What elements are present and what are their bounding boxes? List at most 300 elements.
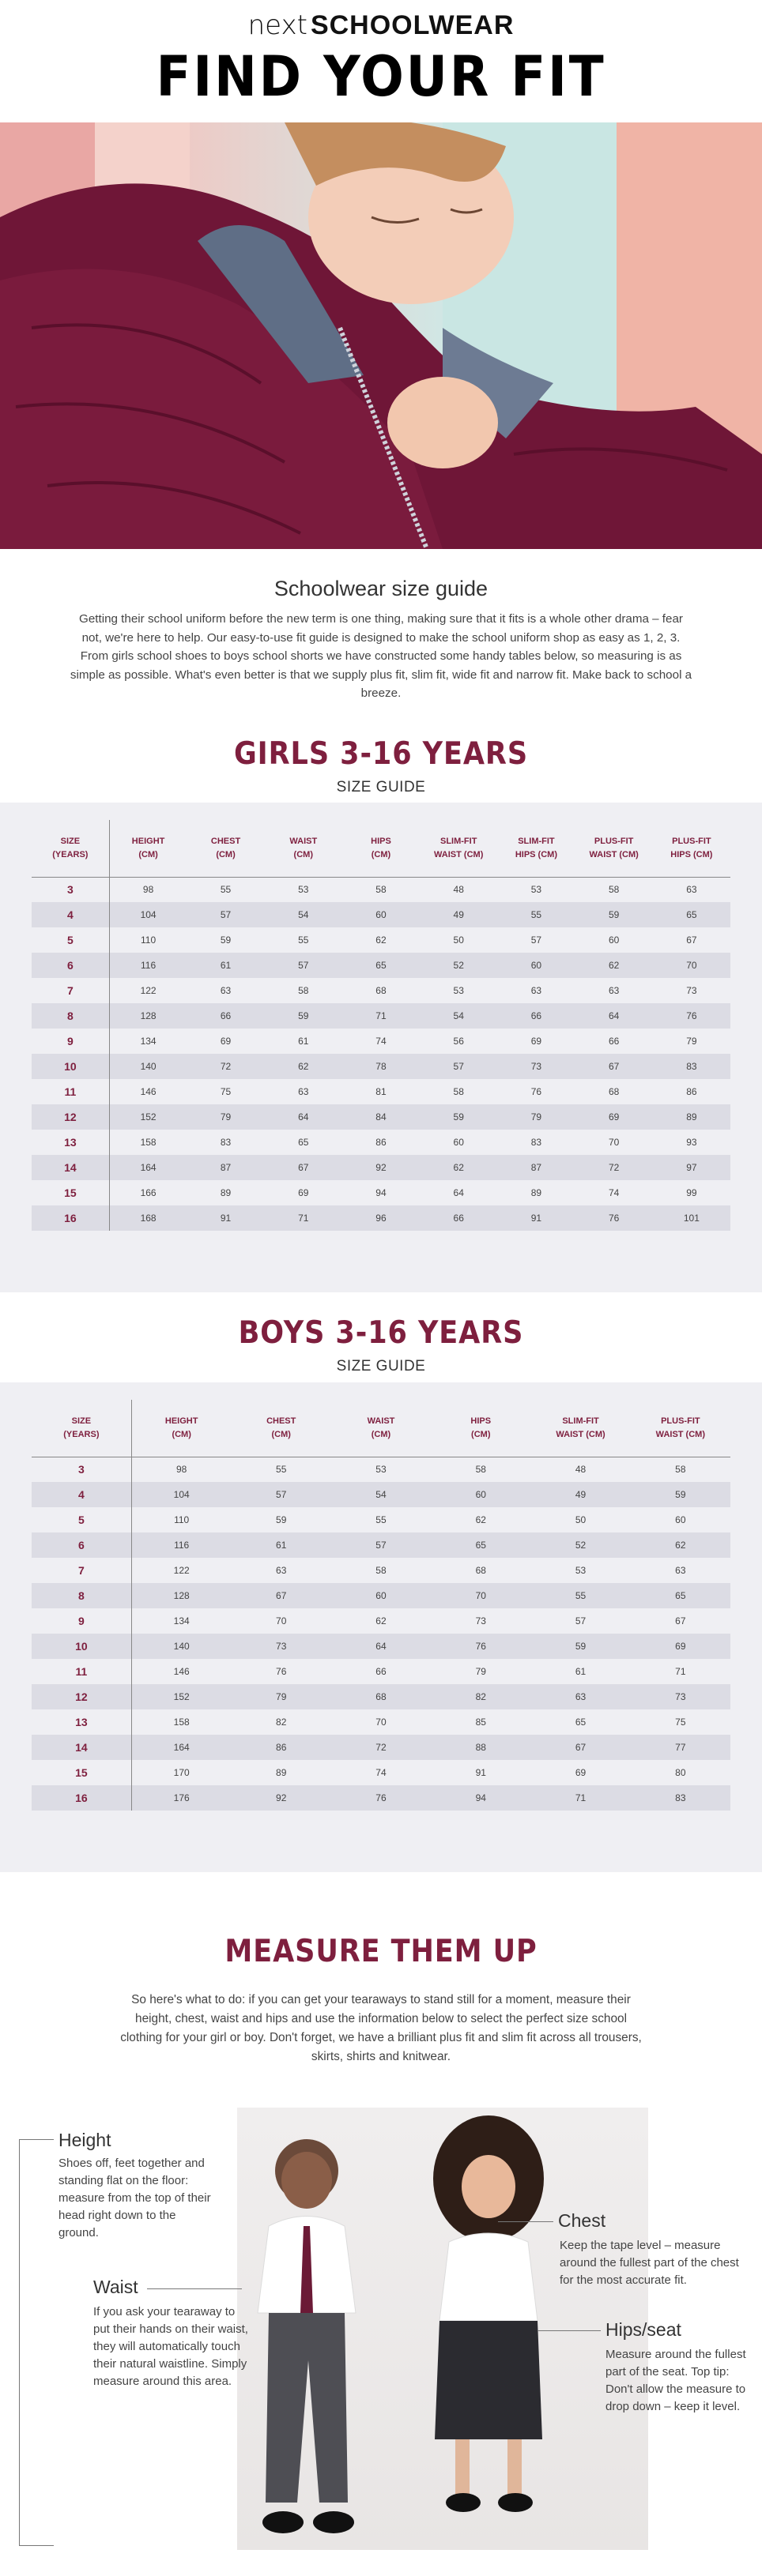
measurement-cell: 83	[530, 1137, 542, 1148]
measurement-cell: 76	[575, 1205, 653, 1231]
measurement-cell: 92	[232, 1785, 331, 1811]
measurement-cell: 128	[131, 1583, 231, 1608]
measurement-cell: 134	[140, 1036, 157, 1047]
size-cell: 8	[32, 1583, 131, 1608]
measurement-cell: 55	[276, 1464, 287, 1476]
measurement-cell: 89	[530, 1187, 542, 1198]
girls-header-cell: SLIM-FIT HIPS (CM)	[497, 820, 575, 877]
measurement-cell: 53	[575, 1565, 587, 1576]
measurement-cell: 55	[497, 902, 575, 927]
girls-header-cell: SIZE (YEARS)	[32, 820, 109, 877]
size-cell: 13	[32, 1130, 109, 1155]
size-cell: 4	[32, 902, 109, 927]
measurement-cell: 71	[265, 1205, 342, 1231]
measurement-cell: 72	[187, 1054, 264, 1079]
measurement-cell: 62	[631, 1532, 730, 1558]
measurement-cell: 65	[653, 902, 730, 927]
measurement-cell: 66	[608, 1036, 620, 1047]
size-cell: 9	[32, 1029, 109, 1054]
boys-header-cell: SLIM-FIT WAIST (CM)	[530, 1400, 630, 1457]
measurement-cell: 53	[530, 884, 542, 896]
measurement-cell: 168	[109, 1205, 187, 1231]
table-row	[32, 1054, 730, 1079]
size-cell: 3	[32, 1457, 131, 1482]
brand-next: next	[247, 9, 307, 41]
measurement-cell: 73	[232, 1634, 331, 1659]
measurement-cell: 110	[174, 1514, 190, 1525]
measurement-cell: 55	[298, 935, 309, 946]
measurement-cell: 122	[173, 1565, 190, 1576]
measurement-cell: 61	[575, 1666, 587, 1677]
table-row	[32, 1760, 730, 1785]
measurement-cell: 62	[575, 953, 653, 978]
boys-table-body	[32, 1457, 730, 1811]
measurement-cell: 52	[420, 953, 497, 978]
table-row	[32, 1785, 730, 1811]
measurement-cell: 62	[420, 1155, 497, 1180]
measurement-cell: 87	[497, 1155, 575, 1180]
height-text: Shoes off, feet together and standing flat on the floor: measure from the top of their head right down to the ground.	[58, 2157, 211, 2239]
girls-header-cell: WAIST (CM)	[265, 820, 342, 877]
measurement-cell: 63	[686, 884, 697, 896]
measurement-cell: 72	[575, 1155, 653, 1180]
measurement-cell: 166	[140, 1187, 157, 1198]
measurement-cell: 158	[140, 1137, 157, 1148]
measurement-cell: 69	[220, 1036, 232, 1047]
table-row	[32, 1003, 730, 1029]
height-guide-bottom	[19, 2545, 54, 2546]
measurement-cell: 110	[141, 935, 157, 946]
boys-header-cell: WAIST (CM)	[331, 1400, 431, 1457]
measurement-cell: 79	[497, 1104, 575, 1130]
table-row	[32, 1507, 730, 1532]
measurement-cell: 75	[675, 1717, 686, 1728]
height-label: Height	[58, 2130, 111, 2150]
measurement-cell: 69	[298, 1187, 309, 1198]
measurement-cell: 62	[375, 1615, 387, 1626]
measurement-cell: 56	[453, 1036, 464, 1047]
hips-text: Measure around the fullest part of the seat. Top tip: Don't allow the measure to drop down – keep it level.	[605, 2348, 746, 2413]
table-row	[32, 877, 730, 902]
measurement-cell: 60	[497, 953, 575, 978]
waist-guide-line	[147, 2288, 242, 2289]
boys-section-subtitle: SIZE GUIDE	[336, 1358, 426, 1374]
measurement-cell: 92	[342, 1155, 420, 1180]
size-cell: 9	[32, 1608, 131, 1634]
measurement-cell: 67	[675, 1615, 686, 1626]
measure-section-title: MEASURE THEM UP	[224, 1934, 538, 1969]
chest-text: Keep the tape level – measure around the fullest part of the chest for the most accurate fit.	[560, 2239, 739, 2287]
measurement-cell: 89	[653, 1104, 730, 1130]
measurement-cell: 66	[187, 1003, 264, 1029]
size-cell: 12	[32, 1104, 109, 1130]
size-cell: 5	[32, 927, 109, 953]
size-cell: 10	[32, 1054, 109, 1079]
measurement-cell: 59	[575, 902, 653, 927]
measurement-cell: 128	[109, 1003, 187, 1029]
measurement-cell: 59	[265, 1003, 342, 1029]
measurement-cell: 170	[173, 1767, 190, 1778]
measurement-cell: 68	[331, 1684, 431, 1709]
hips-label: Hips/seat	[605, 2319, 681, 2340]
measurement-cell: 55	[375, 1514, 387, 1525]
chest-label: Chest	[558, 2210, 606, 2231]
measurement-cell: 83	[220, 1137, 232, 1148]
children-measure-photo	[237, 2108, 648, 2550]
size-cell: 10	[32, 1634, 131, 1659]
measurement-cell: 61	[298, 1036, 309, 1047]
measurement-cell: 60	[453, 1137, 464, 1148]
measurement-cell: 122	[140, 985, 157, 996]
measurement-cell: 83	[631, 1785, 730, 1811]
measurement-cell: 76	[331, 1785, 431, 1811]
measurement-cell: 79	[187, 1104, 264, 1130]
measurement-cell: 60	[331, 1583, 431, 1608]
measurement-cell: 63	[530, 1684, 630, 1709]
measurement-cell: 58	[675, 1464, 686, 1476]
table-row	[32, 1155, 730, 1180]
measurement-cell: 69	[575, 1767, 587, 1778]
table-row	[32, 1029, 730, 1054]
waist-text: If you ask your tearaway to put their hands on their waist, they will automatically touch their natural waistline. Simply measure around this area.	[93, 2305, 248, 2388]
measurement-cell: 55	[530, 1583, 630, 1608]
measurement-cell: 59	[530, 1634, 630, 1659]
measurement-cell: 58	[375, 1565, 387, 1576]
measurement-cell: 76	[530, 1086, 542, 1097]
brand-logo[interactable]	[0, 9, 762, 41]
girls-header-cell: HIPS (CM)	[342, 820, 420, 877]
table-row	[32, 1735, 730, 1760]
measurement-cell: 64	[575, 1003, 653, 1029]
height-guide-line	[19, 2139, 20, 2546]
table-row	[32, 1583, 730, 1608]
measure-intro: So here's what to do: if you can get your tearaways to stand still for a moment, measure their height, chest, waist and hips and use the information below to select the perfect size school clothing for your girl or boy. Don't forget, we have a brilliant plus fit and slim fit across all trousers, skirts, shirts and knitwear.	[120, 1993, 642, 2063]
measurement-cell: 85	[475, 1717, 486, 1728]
size-cell: 16	[32, 1785, 131, 1811]
measurement-cell: 63	[530, 985, 542, 996]
measurement-cell: 70	[431, 1583, 530, 1608]
measurement-cell: 67	[686, 935, 697, 946]
measurement-cell: 164	[109, 1155, 187, 1180]
measurement-cell: 158	[173, 1717, 190, 1728]
measurement-cell: 72	[331, 1735, 431, 1760]
measurement-cell: 57	[530, 935, 542, 946]
girls-header-cell: CHEST (CM)	[187, 820, 264, 877]
size-cell: 7	[32, 1558, 131, 1583]
measurement-cell: 73	[686, 985, 697, 996]
measurement-cell: 98	[175, 1464, 187, 1476]
size-cell: 15	[32, 1180, 109, 1205]
measurement-cell: 87	[187, 1155, 264, 1180]
measurement-cell: 57	[187, 902, 264, 927]
girls-header-cell: PLUS-FIT WAIST (CM)	[575, 820, 653, 877]
size-cell: 11	[32, 1659, 131, 1684]
measurement-cell: 82	[431, 1684, 530, 1709]
table-row	[32, 1684, 730, 1709]
size-cell: 6	[32, 953, 109, 978]
measurement-cell: 57	[232, 1482, 331, 1507]
measurement-cell: 64	[265, 1104, 342, 1130]
measurement-cell: 81	[375, 1086, 387, 1097]
measurement-cell: 69	[575, 1104, 653, 1130]
measurement-cell: 65	[631, 1583, 730, 1608]
measurement-cell: 75	[220, 1086, 232, 1097]
measurement-cell: 67	[265, 1155, 342, 1180]
measurement-cell: 73	[475, 1615, 486, 1626]
measurement-cell: 60	[608, 935, 620, 946]
measurement-cell: 58	[375, 884, 387, 896]
measurement-cell: 94	[375, 1187, 387, 1198]
size-cell: 5	[32, 1507, 131, 1532]
measurement-cell: 62	[375, 935, 387, 946]
measurement-cell: 70	[375, 1717, 387, 1728]
boys-header-cell: SIZE (YEARS)	[32, 1400, 131, 1457]
measurement-cell: 67	[232, 1583, 331, 1608]
measurement-cell: 83	[653, 1054, 730, 1079]
measurement-cell: 50	[453, 935, 464, 946]
measurement-cell: 52	[530, 1532, 630, 1558]
table-row	[32, 1104, 730, 1130]
table-row	[32, 1608, 730, 1634]
measurement-cell: 64	[331, 1634, 431, 1659]
measurement-cell: 54	[420, 1003, 497, 1029]
measurement-cell: 57	[331, 1532, 431, 1558]
measurement-cell: 53	[375, 1464, 387, 1476]
girls-size-table	[32, 820, 730, 1231]
measurement-cell: 65	[431, 1532, 530, 1558]
measurement-cell: 79	[686, 1036, 697, 1047]
measurement-cell: 140	[109, 1054, 187, 1079]
height-guide-top	[19, 2139, 54, 2140]
measurement-cell: 66	[375, 1666, 387, 1677]
measurement-cell: 76	[653, 1003, 730, 1029]
measurement-cell: 140	[131, 1634, 231, 1659]
measurement-cell: 66	[420, 1205, 497, 1231]
measurement-cell: 63	[276, 1565, 287, 1576]
girls-table-body	[32, 877, 730, 1231]
girls-header-cell: SLIM-FIT WAIST (CM)	[420, 820, 497, 877]
size-cell: 16	[32, 1205, 109, 1231]
boys-table-panel	[0, 1382, 762, 1872]
measurement-cell: 50	[575, 1514, 587, 1525]
measurement-cell: 53	[298, 884, 309, 896]
boys-table-header	[32, 1400, 730, 1457]
measurement-cell: 68	[375, 985, 387, 996]
table-row	[32, 953, 730, 978]
measurement-cell: 80	[675, 1767, 686, 1778]
boys-header-cell: CHEST (CM)	[232, 1400, 331, 1457]
hero-image	[0, 122, 762, 549]
measurement-cell: 63	[298, 1086, 309, 1097]
measurement-cell: 71	[530, 1785, 630, 1811]
measurement-cell: 58	[453, 1086, 464, 1097]
measurement-cell: 86	[686, 1086, 697, 1097]
measurement-cell: 104	[131, 1482, 231, 1507]
measurement-cell: 91	[475, 1767, 486, 1778]
measurement-cell: 48	[453, 884, 464, 896]
size-cell: 4	[32, 1482, 131, 1507]
measurement-cell: 57	[265, 953, 342, 978]
measurement-cell: 55	[220, 884, 232, 896]
measurement-cell: 146	[173, 1666, 190, 1677]
page-title: FIND YOUR FIT	[156, 44, 606, 109]
measurement-cell: 60	[431, 1482, 530, 1507]
table-row	[32, 1558, 730, 1583]
measurement-cell: 68	[608, 1086, 620, 1097]
measurement-cell: 84	[342, 1104, 420, 1130]
measurement-cell: 79	[232, 1684, 331, 1709]
measurement-cell: 76	[431, 1634, 530, 1659]
measurement-cell: 76	[276, 1666, 287, 1677]
measurement-cell: 69	[530, 1036, 542, 1047]
size-cell: 11	[32, 1079, 109, 1104]
measurement-cell: 93	[686, 1137, 697, 1148]
measurement-cell: 89	[276, 1767, 287, 1778]
measurement-cell: 77	[631, 1735, 730, 1760]
measurement-cell: 99	[686, 1187, 697, 1198]
boys-size-table	[32, 1400, 730, 1811]
measurement-cell: 65	[575, 1717, 587, 1728]
table-row	[32, 1532, 730, 1558]
measurement-cell: 79	[475, 1666, 486, 1677]
waist-label: Waist	[93, 2277, 138, 2297]
table-row	[32, 902, 730, 927]
measurement-cell: 69	[631, 1634, 730, 1659]
boys-header-cell: HIPS (CM)	[431, 1400, 530, 1457]
table-row	[32, 927, 730, 953]
size-cell: 15	[32, 1760, 131, 1785]
measurement-cell: 98	[142, 884, 154, 896]
measurement-cell: 134	[173, 1615, 190, 1626]
table-row	[32, 1709, 730, 1735]
table-row	[32, 1079, 730, 1104]
boys-section-title: BOYS 3-16 YEARS	[238, 1315, 524, 1351]
measurement-cell: 74	[375, 1036, 387, 1047]
size-cell: 7	[32, 978, 109, 1003]
measurement-cell: 60	[342, 902, 420, 927]
measurement-cell: 64	[453, 1187, 464, 1198]
size-cell: 13	[32, 1709, 131, 1735]
measurement-cell: 88	[431, 1735, 530, 1760]
measurement-cell: 70	[276, 1615, 287, 1626]
girls-section-title: GIRLS 3-16 YEARS	[233, 736, 529, 772]
measurement-cell: 73	[631, 1684, 730, 1709]
measurement-cell: 62	[265, 1054, 342, 1079]
table-row	[32, 1205, 730, 1231]
measurement-cell: 82	[276, 1717, 287, 1728]
measurement-cell: 89	[220, 1187, 232, 1198]
girls-table-panel	[0, 803, 762, 1292]
size-cell: 3	[32, 877, 109, 902]
measurement-cell: 164	[131, 1735, 231, 1760]
measurement-cell: 116	[109, 953, 187, 978]
measurement-cell: 91	[497, 1205, 575, 1231]
measurement-cell: 58	[475, 1464, 486, 1476]
measurement-cell: 53	[453, 985, 464, 996]
measurement-cell: 59	[420, 1104, 497, 1130]
boys-header-cell: HEIGHT (CM)	[131, 1400, 231, 1457]
measurement-cell: 74	[608, 1187, 620, 1198]
measurement-cell: 91	[187, 1205, 264, 1231]
size-guide-heading: Schoolwear size guide	[273, 577, 489, 600]
measurement-cell: 74	[375, 1767, 387, 1778]
measurement-cell: 58	[608, 884, 620, 896]
measurement-cell: 59	[631, 1482, 730, 1507]
measurement-cell: 59	[220, 935, 232, 946]
measurement-cell: 59	[276, 1514, 287, 1525]
measurement-cell: 49	[420, 902, 497, 927]
hips-guide-line	[538, 2330, 601, 2331]
measurement-cell: 86	[375, 1137, 387, 1148]
measurement-cell: 48	[575, 1464, 587, 1476]
measurement-cell: 49	[530, 1482, 630, 1507]
measurement-cell: 67	[575, 1054, 653, 1079]
size-cell: 8	[32, 1003, 109, 1029]
measurement-cell: 78	[342, 1054, 420, 1079]
boys-header-cell: PLUS-FIT WAIST (CM)	[631, 1400, 730, 1457]
girls-header-cell: PLUS-FIT HIPS (CM)	[653, 820, 730, 877]
measurement-cell: 94	[431, 1785, 530, 1811]
measurement-cell: 73	[497, 1054, 575, 1079]
measurement-cell: 96	[342, 1205, 420, 1231]
measurement-cell: 57	[575, 1615, 587, 1626]
table-row	[32, 1659, 730, 1684]
measurement-cell: 58	[298, 985, 309, 996]
table-row	[32, 1482, 730, 1507]
measurement-cell: 67	[530, 1735, 630, 1760]
measurement-cell: 176	[131, 1785, 231, 1811]
girls-header-cell: HEIGHT (CM)	[109, 820, 187, 877]
measurement-cell: 61	[232, 1532, 331, 1558]
measurement-cell: 62	[475, 1514, 486, 1525]
measurement-cell: 57	[420, 1054, 497, 1079]
measurement-cell: 63	[675, 1565, 686, 1576]
measurement-cell: 54	[265, 902, 342, 927]
measurement-cell: 68	[475, 1565, 486, 1576]
measurement-cell: 116	[131, 1532, 231, 1558]
measurement-cell: 71	[675, 1666, 686, 1677]
measurement-cell: 65	[298, 1137, 309, 1148]
measurement-cell: 66	[497, 1003, 575, 1029]
table-row	[32, 1180, 730, 1205]
table-row	[32, 978, 730, 1003]
measurement-cell: 97	[653, 1155, 730, 1180]
table-row	[32, 1457, 730, 1482]
measurement-cell: 61	[187, 953, 264, 978]
measurement-cell: 70	[653, 953, 730, 978]
measurement-cell: 101	[653, 1205, 730, 1231]
measurement-cell: 152	[131, 1684, 231, 1709]
size-cell: 14	[32, 1155, 109, 1180]
table-row	[32, 1130, 730, 1155]
size-cell: 12	[32, 1684, 131, 1709]
measurement-cell: 104	[109, 902, 187, 927]
measurement-cell: 65	[342, 953, 420, 978]
measurement-cell: 54	[331, 1482, 431, 1507]
chest-guide-line	[498, 2221, 553, 2222]
size-cell: 6	[32, 1532, 131, 1558]
measurement-cell: 60	[675, 1514, 686, 1525]
measurement-cell: 63	[220, 985, 232, 996]
measurement-cell: 152	[109, 1104, 187, 1130]
table-row	[32, 1634, 730, 1659]
measurement-cell: 63	[608, 985, 620, 996]
girls-table-header	[32, 820, 730, 877]
brand-schoolwear: SCHOOLWEAR	[310, 10, 515, 40]
size-cell: 14	[32, 1735, 131, 1760]
size-guide-intro: Getting their school uniform before the new term is one thing, making sure that it fits is a whole other drama – fear not, we're here to help. Our easy-to-use fit guide is designed to make the school uniform shop as easy as 1, 2, 3. From girls school shoes to boys school shorts we have constructed some handy tables below, so measuring is as simple as possible. What's even better is that we supply plus fit, slim fit, wide fit and narrow fit. Make back to school a breeze.	[70, 612, 692, 700]
measurement-cell: 146	[140, 1086, 157, 1097]
